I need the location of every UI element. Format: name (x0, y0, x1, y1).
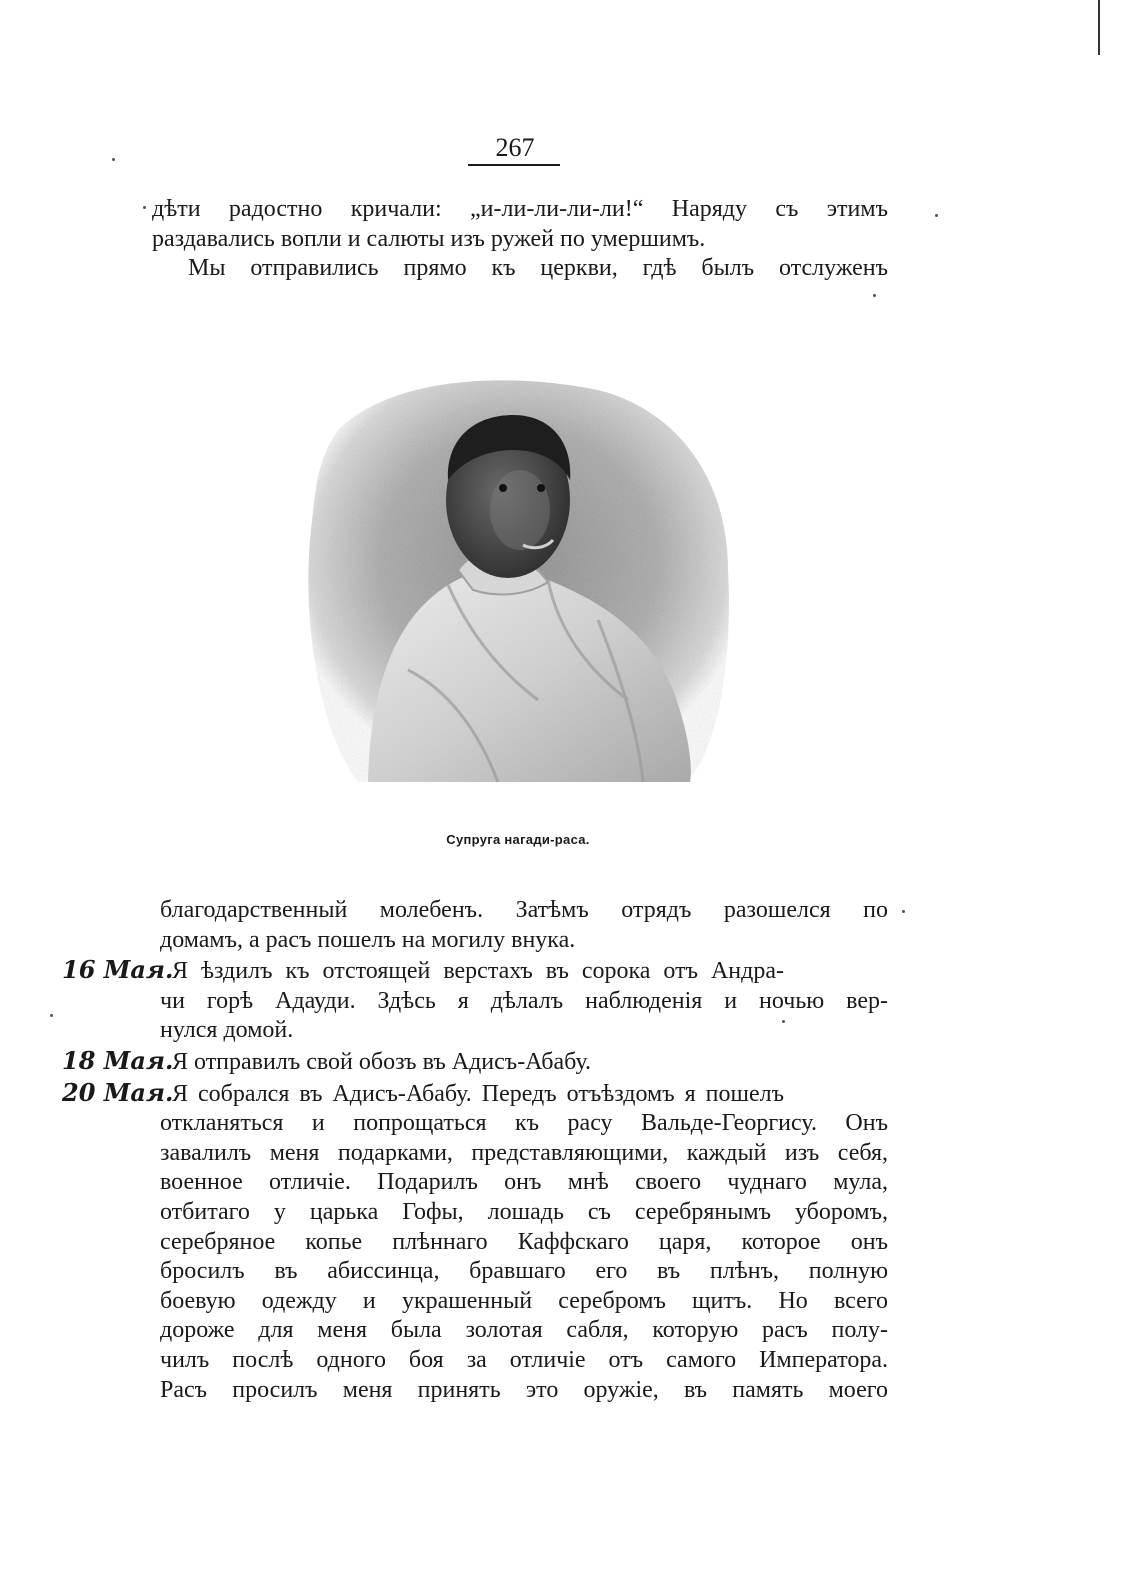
text-line: Я отправилъ свой обозъ въ Адисъ-Абабу. (172, 1048, 592, 1075)
page-number: 267 (495, 133, 535, 162)
text-line: Я собрался въ Адисъ-Абабу. Передъ отъѣздомъ я пошелъ (172, 1080, 784, 1107)
scan-speck (143, 206, 146, 209)
entry-18-may (62, 1046, 892, 1078)
entry-date: 16 Мая. (62, 955, 174, 985)
text-line: раздавались вопли и салюты изъ ружей по умершимъ. (152, 225, 706, 252)
text-line: бросилъ въ абиссинца, бравшаго его въ плѣнъ, полную (160, 1258, 888, 1285)
text-line: отбитаго у царька Гофы, лошадь съ серебрянымъ уборомъ, (160, 1198, 888, 1225)
scan-speck (50, 1014, 53, 1017)
text-line: дороже для меня была золотая сабля, которую расъ полу- (160, 1317, 888, 1344)
text-line: домамъ, а расъ пошелъ на могилу внука. (160, 926, 576, 953)
text-line: нулся домой. (160, 1017, 294, 1044)
scan-speck (112, 158, 115, 161)
page-edge-mark (1098, 0, 1100, 55)
top-paragraph (152, 195, 888, 284)
page-number-underline (468, 164, 560, 166)
text-line: Мы отправились прямо къ церкви, гдѣ былъ отслуженъ (188, 255, 888, 282)
text-line: чи горѣ Адауди. Здѣсь я дѣлалъ наблюденія и ночью вер- (160, 987, 888, 1014)
text-line: серебряное копье плѣннаго Каффскаго царя, которое онъ (160, 1228, 888, 1255)
figure-caption: Супруга нагади-раса. (446, 832, 590, 847)
scan-speck (873, 294, 876, 297)
entry-16-may (62, 955, 892, 987)
entry-date: 20 Мая. (62, 1077, 174, 1107)
text-line: боевую одежду и украшенный серебромъ щитъ. Но всего (160, 1287, 888, 1314)
scan-speck (782, 1020, 785, 1023)
text-line: Я ѣздилъ къ отстоящей верстахъ въ сорока отъ Андра- (172, 958, 784, 985)
scan-speck (902, 910, 905, 913)
text-line: откланяться и попрощаться къ расу Вальде-Георгису. Онъ (160, 1110, 888, 1137)
scan-speck (935, 214, 938, 217)
text-line: чилъ послѣ одного боя за отличіе отъ самого Императора. (160, 1346, 888, 1373)
text-line: военное отличіе. Подарилъ онъ мнѣ своего чуднаго мула, (160, 1169, 888, 1196)
text-line: завалилъ меня подарками, представляющими, каждый изъ себя, (160, 1139, 888, 1166)
text-line: Расъ просилъ меня принять это оружіе, въ память моего (160, 1376, 888, 1403)
entry-20-may (62, 1078, 892, 1110)
portrait-illustration (298, 370, 738, 790)
entry-date: 18 Мая. (62, 1045, 174, 1075)
text-line: благодарственный молебенъ. Затѣмъ отрядъ разошелся по (160, 897, 888, 923)
diary-entries (62, 896, 892, 1405)
text-line: дѣти радостно кричали: „и-ли-ли-ли-ли!“ Наряду съ этимъ (152, 196, 888, 222)
